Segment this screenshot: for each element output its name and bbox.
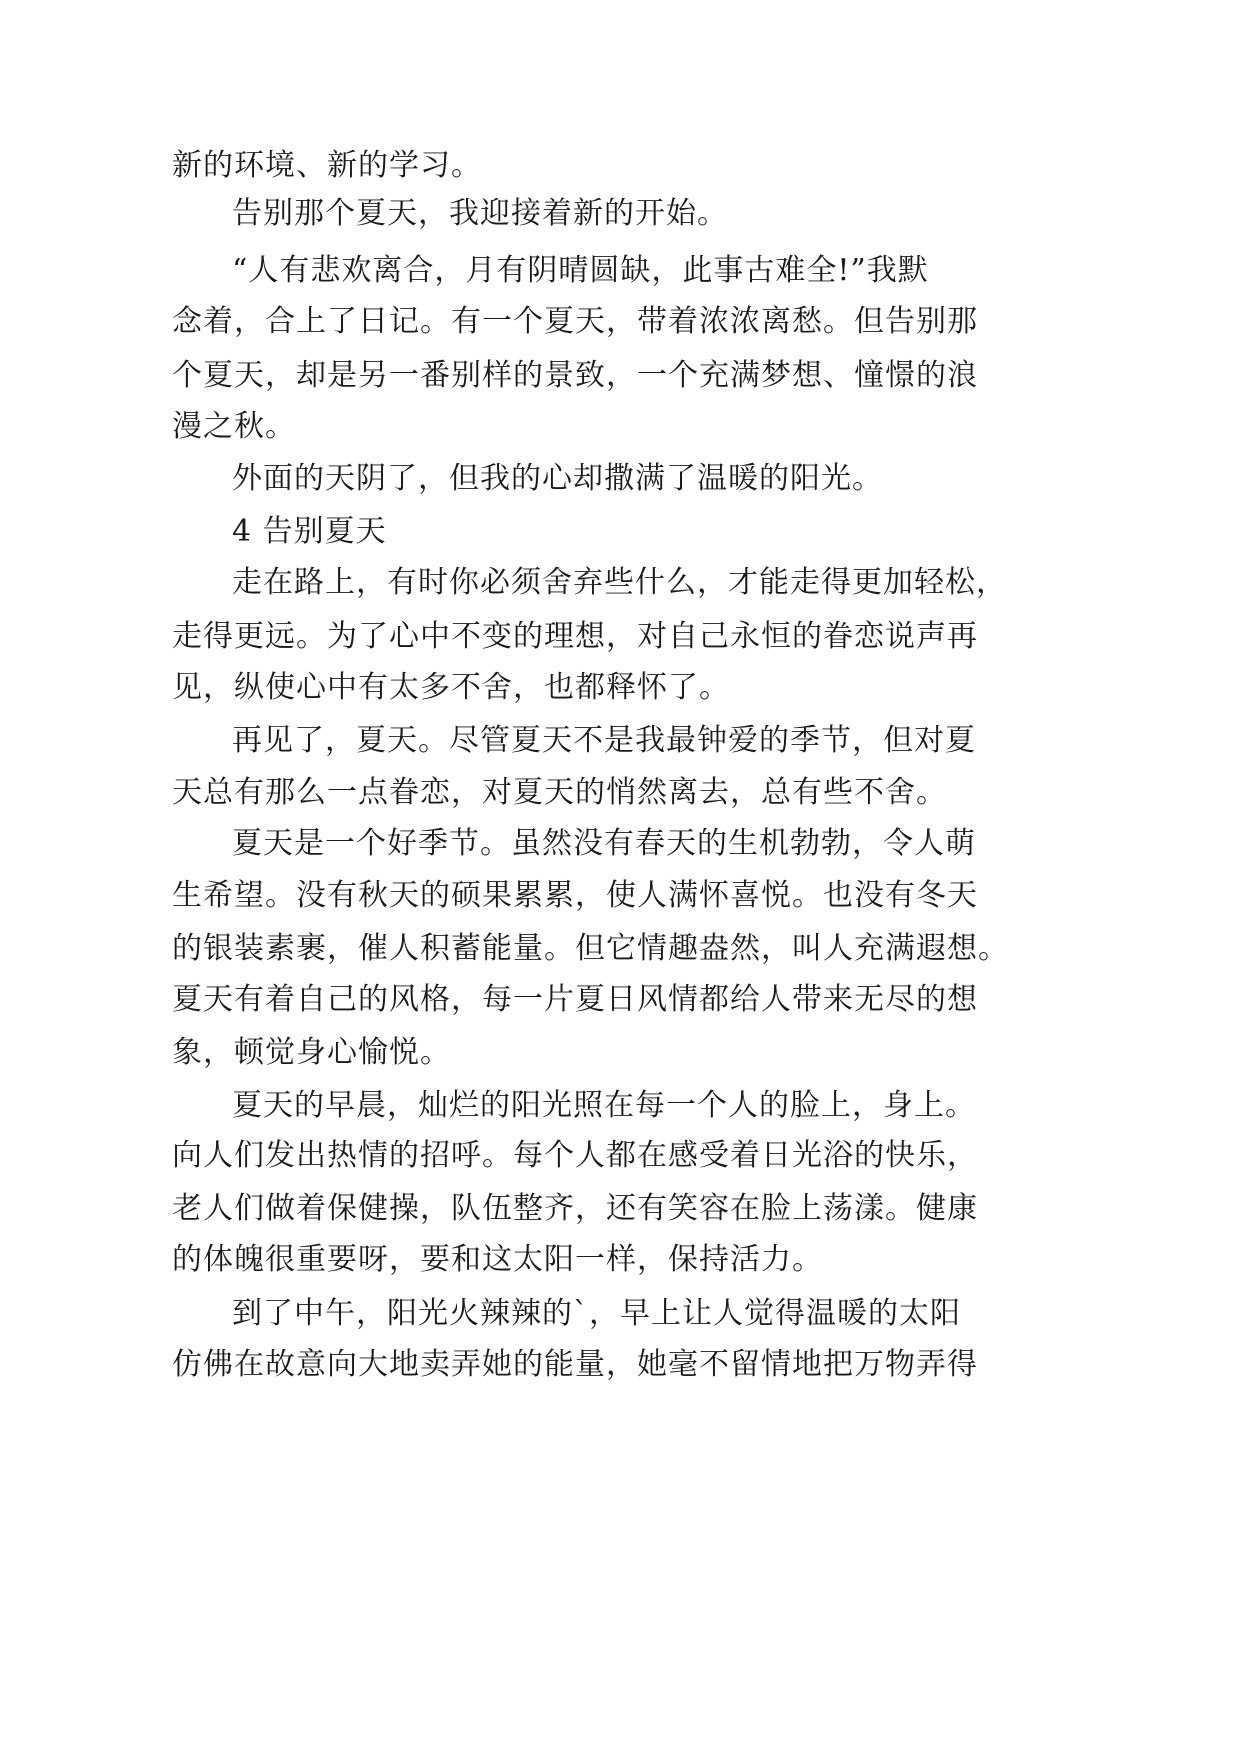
text-line: 夏天是一个好季节。虽然没有春天的生机勃勃，令人萌 (232, 826, 976, 861)
section-heading: 4 告别夏天 (232, 514, 387, 549)
text-line: 念着，合上了日记。有一个夏天，带着浓浓离愁。但告别那 (172, 304, 978, 339)
text-line: 向人们发出热情的招呼。每个人都在感受着日光浴的快乐， (172, 1138, 978, 1173)
text-line: 再见了，夏天。尽管夏天不是我最钟爱的季节，但对夏 (232, 723, 976, 758)
text-line: 新的环境、新的学习。 (172, 148, 482, 183)
text-line: 走在路上，有时你必须舍弃些什么，才能走得更加轻松， (232, 565, 1007, 600)
text-line: 老人们做着保健操，队伍整齐，还有笑容在脸上荡漾。健康 (172, 1191, 978, 1226)
text-line: 的体魄很重要呀，要和这太阳一样，保持活力。 (172, 1242, 823, 1277)
text-line: 天总有那么一点眷恋，对夏天的悄然离去，总有些不舍。 (172, 775, 947, 810)
text-line: 的银装素裹，催人积蓄能量。但它情趣盎然，叫人充满遐想。 (172, 931, 1009, 966)
text-line: 到了中午，阳光火辣辣的`，早上让人觉得温暖的太阳 (232, 1296, 961, 1331)
text-line: 走得更远。为了心中不变的理想，对自己永恒的眷恋说声再 (172, 619, 978, 654)
text-line: “人有悲欢离合，月有阴晴圆缺，此事古难全!”我默 (232, 253, 929, 288)
text-line: 告别那个夏天，我迎接着新的开始。 (232, 196, 728, 231)
text-line: 象，顿觉身心愉悦。 (172, 1035, 451, 1070)
text-line: 仿佛在故意向大地卖弄她的能量，她毫不留情地把万物弄得 (172, 1347, 978, 1382)
text-line: 夏天有着自己的风格，每一片夏日风情都给人带来无尽的想 (172, 982, 978, 1017)
text-line: 生希望。没有秋天的硕果累累，使人满怀喜悦。也没有冬天 (172, 878, 978, 913)
text-line: 夏天的早晨，灿烂的阳光照在每一个人的脸上，身上。 (232, 1088, 976, 1123)
text-line: 外面的天阴了，但我的心却撒满了温暖的阳光。 (232, 461, 883, 496)
text-line: 个夏天，却是另一番别样的景致，一个充满梦想、憧憬的浪 (172, 358, 978, 393)
text-line: 见，纵使心中有太多不舍，也都释怀了。 (172, 670, 730, 705)
text-line: 漫之秋。 (172, 409, 296, 444)
